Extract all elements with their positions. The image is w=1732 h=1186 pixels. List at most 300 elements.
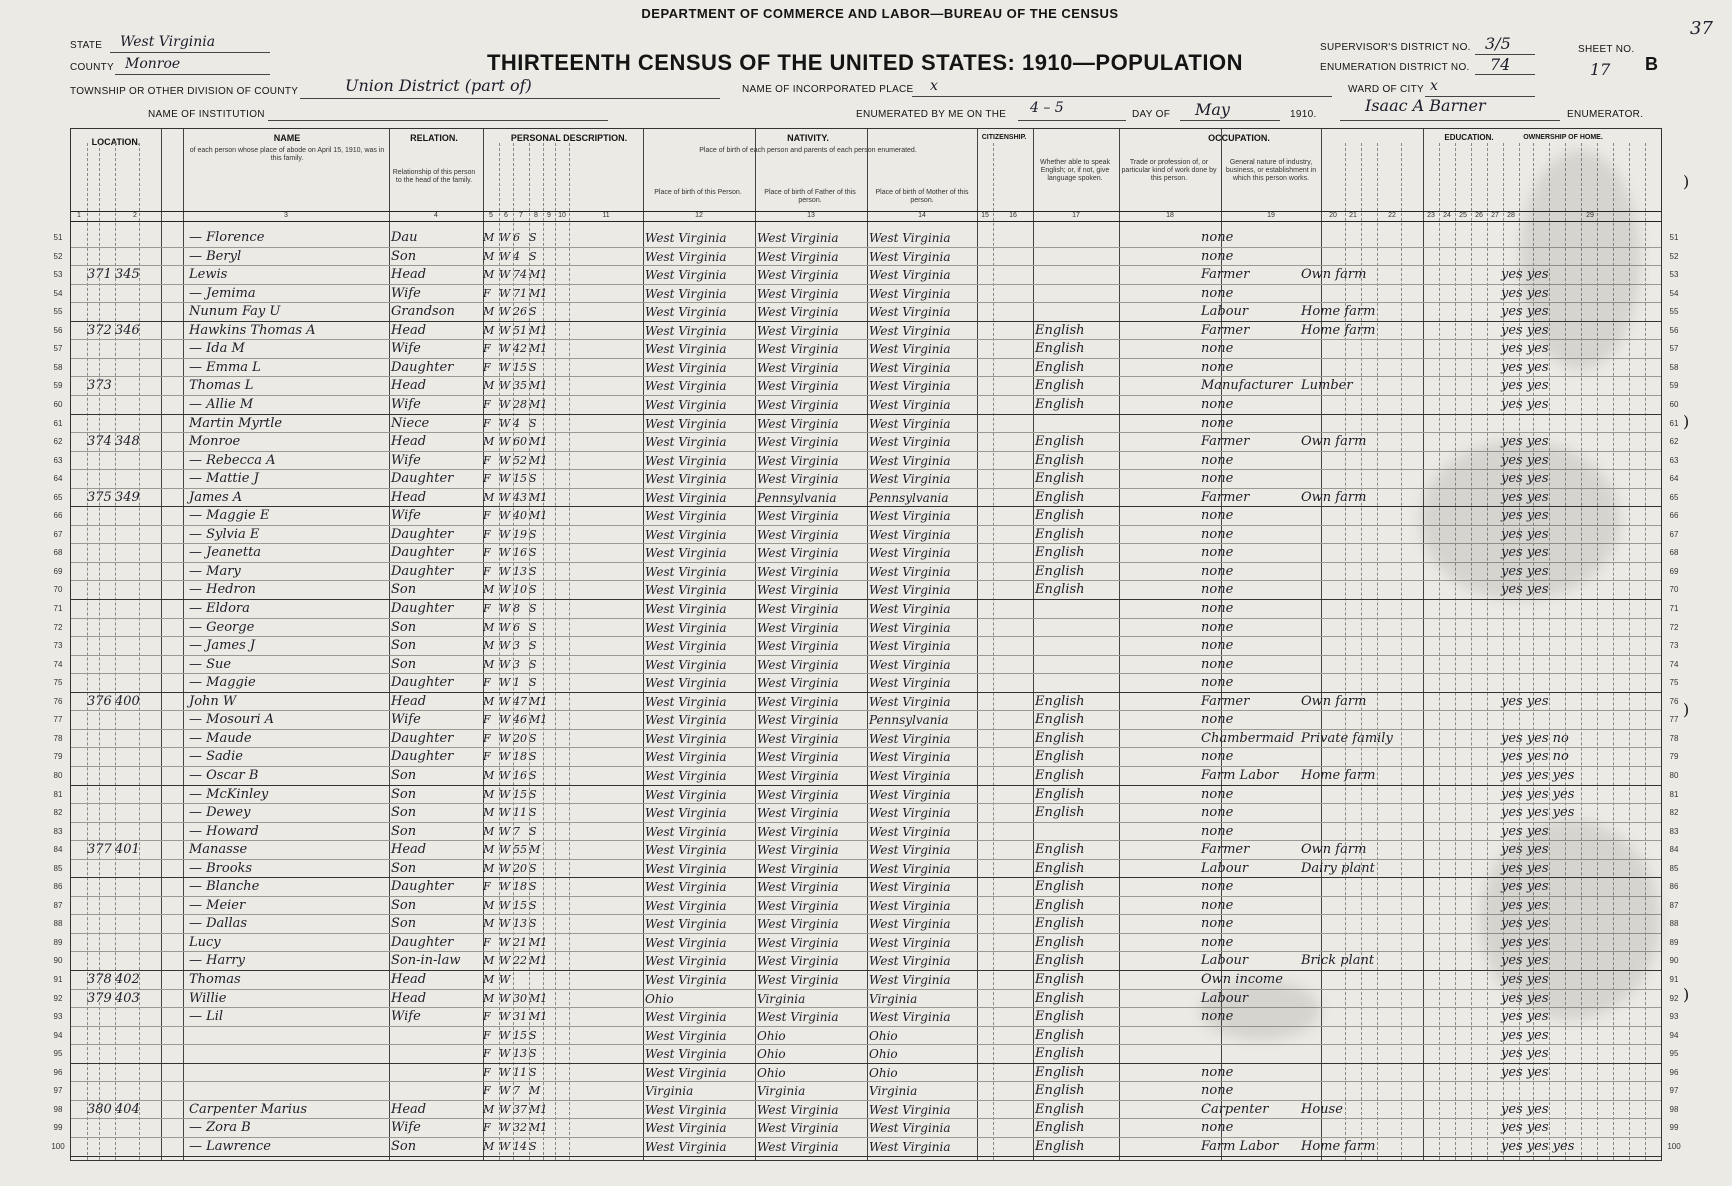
cell-bp: West Virginia xyxy=(645,713,727,728)
column-number: 20 xyxy=(1329,212,1337,219)
personal-header: PERSONAL DESCRIPTION. xyxy=(510,133,628,143)
column-number: 2 xyxy=(133,212,137,219)
cell-sex: F xyxy=(483,676,491,690)
cell-fp: West Virginia xyxy=(757,935,839,950)
cell-rel: Head xyxy=(391,842,427,858)
cell-ms: S xyxy=(529,898,537,912)
cell-rel: Daughter xyxy=(391,749,454,765)
cell-sex: M xyxy=(483,249,495,263)
cell-bp: West Virginia xyxy=(645,249,727,264)
column-number: 16 xyxy=(1009,212,1017,219)
cell-bp: West Virginia xyxy=(645,694,727,709)
cell-ind: Own farm xyxy=(1301,693,1367,709)
cell-age: 8 xyxy=(513,602,520,615)
cell-fp: West Virginia xyxy=(757,602,839,616)
cell-bp: West Virginia xyxy=(645,861,727,876)
cell-bp: West Virginia xyxy=(645,379,727,394)
cell-fp: West Virginia xyxy=(757,1139,839,1154)
cell-mp: West Virginia xyxy=(869,973,951,987)
cell-lang: English xyxy=(1035,860,1085,876)
cell-race: W xyxy=(499,397,511,411)
cell-rel: Wife xyxy=(391,508,421,524)
cell-ms: S xyxy=(529,472,537,486)
cell-sex: M xyxy=(483,843,495,857)
cell-edu: yes yes xyxy=(1501,489,1549,505)
row-number-right: 73 xyxy=(1669,641,1679,651)
cell-race: W xyxy=(499,1102,511,1116)
cell-occ: Farmer xyxy=(1201,267,1250,283)
cell-race: W xyxy=(499,1010,511,1024)
table-row xyxy=(53,470,1679,489)
cell-ms: S xyxy=(529,731,537,745)
cell-sex: M xyxy=(483,323,495,337)
cell-ind: Lumber xyxy=(1301,378,1353,394)
cell-race: W xyxy=(499,694,511,708)
table-row xyxy=(53,563,1679,582)
cell-bp: West Virginia xyxy=(645,1139,727,1154)
column-number: 6 xyxy=(504,212,508,219)
cell-bp: West Virginia xyxy=(645,843,727,858)
cell-mp: West Virginia xyxy=(869,750,951,765)
column-number: 26 xyxy=(1475,212,1483,219)
cell-race: W xyxy=(499,861,511,875)
cell-rel: Daughter xyxy=(391,563,454,579)
cell-mp: West Virginia xyxy=(869,898,951,913)
enumeration-label: ENUMERATION DISTRICT NO. xyxy=(1320,62,1470,73)
cell-mp: West Virginia xyxy=(869,546,951,561)
table-row xyxy=(53,841,1679,860)
sheet-label: SHEET NO. xyxy=(1578,44,1635,55)
cell-sex: F xyxy=(483,509,491,523)
cell-bp: West Virginia xyxy=(645,360,727,375)
cell-ms: S xyxy=(529,546,537,560)
row-number-right: 61 xyxy=(1669,418,1679,428)
cell-race: W xyxy=(499,509,511,523)
cell-dw: 372 xyxy=(87,322,112,338)
cell-sex: M xyxy=(483,917,495,931)
cell-mp: West Virginia xyxy=(869,583,951,598)
row-number: 99 xyxy=(53,1123,63,1133)
cell-mp: West Virginia xyxy=(869,286,951,301)
cell-rel: Wife xyxy=(391,1009,421,1025)
row-number-right: 89 xyxy=(1669,937,1679,947)
cell-fp: West Virginia xyxy=(757,397,839,412)
occupation-header: OCCUPATION. xyxy=(1208,133,1270,143)
cell-name: — Ida M xyxy=(189,341,245,357)
cell-name: — Meier xyxy=(189,897,246,913)
cell-edu: yes yes xyxy=(1501,582,1549,598)
cell-race: W xyxy=(499,750,511,764)
cell-rel: Daughter xyxy=(391,526,454,542)
row-number: 55 xyxy=(53,307,63,317)
cell-fp: West Virginia xyxy=(757,824,839,839)
cell-mp: West Virginia xyxy=(869,509,951,524)
name-subheader: of each person whose place of abode on April 15, 1910, was in this family. xyxy=(189,147,385,162)
cell-bp: West Virginia xyxy=(645,564,727,579)
table-row xyxy=(53,637,1679,656)
cell-fp: West Virginia xyxy=(757,286,839,301)
table-row xyxy=(53,1101,1679,1120)
cell-bp: West Virginia xyxy=(645,880,727,895)
cell-lang: English xyxy=(1035,1009,1085,1025)
cell-sex: F xyxy=(483,880,491,894)
column-number: 3 xyxy=(284,212,288,219)
cell-bp: West Virginia xyxy=(645,731,727,746)
row-number: 72 xyxy=(53,622,63,632)
cell-rel: Son xyxy=(391,805,417,821)
cell-fp: West Virginia xyxy=(757,954,839,969)
cell-sex: F xyxy=(483,342,491,356)
enumerator-label: ENUMERATOR. xyxy=(1567,109,1644,120)
cell-fp: West Virginia xyxy=(757,843,839,858)
cell-fp: West Virginia xyxy=(757,379,839,394)
cell-name: — Brooks xyxy=(189,860,253,876)
cell-sex: M xyxy=(483,768,495,782)
cell-rel: Head xyxy=(391,322,427,338)
cell-sex: F xyxy=(483,1065,491,1079)
cell-occ: Carpenter xyxy=(1201,1101,1269,1117)
cell-lang: English xyxy=(1035,545,1085,561)
cell-mp: West Virginia xyxy=(869,379,951,394)
cell-rel: Son xyxy=(391,786,417,802)
cell-race: W xyxy=(499,639,511,653)
cell-sex: F xyxy=(483,750,491,764)
cell-occ: none xyxy=(1201,916,1234,932)
cell-bp: West Virginia xyxy=(645,1028,727,1043)
cell-mp: Ohio xyxy=(869,1065,898,1080)
cell-occ: none xyxy=(1201,749,1234,765)
table-row xyxy=(53,303,1679,322)
cell-occ: none xyxy=(1201,1064,1234,1080)
cell-rel: Daughter xyxy=(391,359,454,375)
cell-name: — George xyxy=(189,619,255,635)
cell-occ: Chambermaid xyxy=(1201,730,1295,746)
cell-bp: West Virginia xyxy=(645,620,727,635)
table-row xyxy=(53,915,1679,934)
cell-occ: none xyxy=(1201,897,1234,913)
table-row xyxy=(53,340,1679,359)
row-number-right: 55 xyxy=(1669,307,1679,317)
cell-occ: none xyxy=(1201,1083,1234,1099)
trade-header: Trade or profession of, or particular kind of work done by this person. xyxy=(1121,159,1217,182)
supervisor-value: 3/5 xyxy=(1485,34,1511,53)
cell-rel: Grandson xyxy=(391,304,455,320)
cell-ind: Dairy plant xyxy=(1301,860,1375,876)
cell-sex: F xyxy=(483,1010,491,1024)
row-number: 52 xyxy=(53,251,63,261)
row-number: 88 xyxy=(53,919,63,929)
cell-race: W xyxy=(499,527,511,541)
cell-sex: F xyxy=(483,1047,491,1061)
cell-race: W xyxy=(499,676,511,690)
township-label: TOWNSHIP OR OTHER DIVISION OF COUNTY xyxy=(70,86,299,97)
cell-rel: Wife xyxy=(391,712,421,728)
row-number: 77 xyxy=(53,715,63,725)
row-number-right: 58 xyxy=(1669,362,1679,372)
cell-edu: yes yes yes xyxy=(1501,767,1575,783)
cell-edu: yes yes xyxy=(1501,434,1549,450)
row-number-right: 96 xyxy=(1669,1067,1679,1077)
ward-value: x xyxy=(1430,78,1438,94)
row-number: 84 xyxy=(53,845,63,855)
cell-age: 55 xyxy=(513,843,527,857)
cell-edu: yes yes xyxy=(1501,1101,1549,1117)
cell-occ: none xyxy=(1201,230,1234,245)
table-row xyxy=(53,804,1679,823)
column-number: 5 xyxy=(489,212,493,219)
row-number: 68 xyxy=(53,548,63,558)
cell-mp: West Virginia xyxy=(869,268,951,283)
cell-name: — Mary xyxy=(189,563,241,579)
row-number: 79 xyxy=(53,752,63,762)
cell-fp: West Virginia xyxy=(757,360,839,375)
cell-race: W xyxy=(499,954,511,968)
cell-name: — Beryl xyxy=(189,248,242,264)
cell-occ: Farmer xyxy=(1201,434,1250,450)
cell-mp: West Virginia xyxy=(869,657,951,672)
row-number-right: 53 xyxy=(1669,270,1679,280)
cell-age: 13 xyxy=(513,564,527,578)
cell-age: 35 xyxy=(513,379,527,393)
enumerated-day: 4 – 5 xyxy=(1030,100,1064,116)
cell-edu: yes yes xyxy=(1501,990,1549,1006)
row-number-right: 72 xyxy=(1669,622,1679,632)
row-number: 90 xyxy=(53,956,63,966)
cell-occ: none xyxy=(1201,359,1234,375)
cell-ms: M1 xyxy=(529,379,548,393)
table-row xyxy=(53,248,1679,267)
cell-occ: none xyxy=(1201,823,1234,839)
cell-dw: 379 xyxy=(87,990,112,1006)
row-number-right: 76 xyxy=(1669,696,1679,706)
cell-mp: West Virginia xyxy=(869,806,951,821)
county-value: Monroe xyxy=(125,56,181,72)
cell-bp: West Virginia xyxy=(645,657,727,672)
cell-name: Monroe xyxy=(189,434,241,450)
table-row xyxy=(53,860,1679,879)
education-header: EDUCATION. xyxy=(1444,133,1494,142)
cell-name: — Emma L xyxy=(189,359,261,375)
cell-lang: English xyxy=(1035,786,1085,802)
cell-name: — Florence xyxy=(189,230,265,245)
cell-occ: none xyxy=(1201,934,1234,950)
column-number: 10 xyxy=(558,212,566,219)
cell-age: 30 xyxy=(513,991,527,1005)
column-number: 23 xyxy=(1427,212,1435,219)
cell-race: W xyxy=(499,657,511,671)
cell-edu: yes yes no xyxy=(1501,730,1569,746)
cell-age: 32 xyxy=(513,1121,527,1135)
row-number-right: 57 xyxy=(1669,344,1679,354)
cell-race: W xyxy=(499,416,511,430)
cell-bp: West Virginia xyxy=(645,768,727,783)
cell-fp: West Virginia xyxy=(757,861,839,876)
cell-fp: West Virginia xyxy=(757,342,839,357)
cell-race: W xyxy=(499,546,511,560)
cell-name: — Sylvia E xyxy=(189,526,260,542)
row-number: 74 xyxy=(53,659,63,669)
cell-occ: Farmer xyxy=(1201,322,1250,338)
cell-race: W xyxy=(499,880,511,894)
row-number: 81 xyxy=(53,789,63,799)
ownership-header: OWNERSHIP OF HOME. xyxy=(1523,134,1603,141)
cell-sex: M xyxy=(483,694,495,708)
cell-bp: West Virginia xyxy=(645,435,727,450)
cell-ms: S xyxy=(529,564,537,578)
cell-fp: West Virginia xyxy=(757,731,839,746)
cell-edu: yes yes xyxy=(1501,842,1549,858)
row-number: 57 xyxy=(53,344,63,354)
cell-race: W xyxy=(499,843,511,857)
cell-rel: Daughter xyxy=(391,471,454,487)
cell-sex: F xyxy=(483,546,491,560)
cell-race: W xyxy=(499,231,511,244)
cell-occ: none xyxy=(1201,396,1234,412)
cell-sex: F xyxy=(483,360,491,374)
column-number: 28 xyxy=(1507,212,1515,219)
table-row xyxy=(53,897,1679,916)
cell-fp: Ohio xyxy=(757,1028,786,1043)
cell-mp: West Virginia xyxy=(869,305,951,320)
department-heading: DEPARTMENT OF COMMERCE AND LABOR—BUREAU OF THE CENSUS xyxy=(641,6,1119,21)
cell-sex: M xyxy=(483,1139,495,1153)
row-number: 85 xyxy=(53,863,63,873)
cell-mp: Pennsylvania xyxy=(869,490,949,505)
cell-fp: West Virginia xyxy=(757,509,839,524)
cell-occ: none xyxy=(1201,1120,1234,1136)
birth-father-header: Place of birth of Father of this person. xyxy=(764,189,856,204)
cell-bp: Virginia xyxy=(645,1084,694,1099)
cell-lang: English xyxy=(1035,322,1085,338)
cell-race: W xyxy=(499,917,511,931)
cell-edu: yes yes xyxy=(1501,471,1549,487)
row-number-right: 67 xyxy=(1669,529,1679,539)
cell-name: — Zora B xyxy=(189,1120,251,1136)
cell-bp: West Virginia xyxy=(645,342,727,357)
column-number: 22 xyxy=(1388,212,1396,219)
cell-lang: English xyxy=(1035,508,1085,524)
cell-fp: West Virginia xyxy=(757,527,839,542)
cell-rel: Son xyxy=(391,656,417,672)
cell-lang: English xyxy=(1035,1064,1085,1080)
cell-age: 60 xyxy=(513,435,527,449)
birth-mother-header: Place of birth of Mother of this person. xyxy=(875,189,969,204)
cell-edu: yes yes xyxy=(1501,359,1549,375)
cell-name: — Dallas xyxy=(189,916,248,932)
cell-lang: English xyxy=(1035,1083,1085,1099)
table-row xyxy=(53,619,1679,638)
row-number: 73 xyxy=(53,641,63,651)
cell-ms: S xyxy=(529,824,537,838)
cell-lang: English xyxy=(1035,582,1085,598)
cell-mp: West Virginia xyxy=(869,1121,951,1136)
cell-mp: West Virginia xyxy=(869,323,951,338)
sheet-value: 17 xyxy=(1590,60,1611,79)
column-number: 24 xyxy=(1443,212,1451,219)
cell-mp: West Virginia xyxy=(869,416,951,431)
cell-rel: Son xyxy=(391,767,417,783)
cell-edu: yes yes yes xyxy=(1501,1138,1575,1154)
cell-lang: English xyxy=(1035,452,1085,468)
cell-mp: West Virginia xyxy=(869,824,951,839)
table-row xyxy=(53,1045,1679,1064)
cell-rel: Son xyxy=(391,638,417,654)
cell-occ: none xyxy=(1201,879,1234,895)
table-row xyxy=(53,767,1679,786)
cell-fam: 404 xyxy=(115,1101,140,1117)
cell-name: — Howard xyxy=(189,823,259,839)
row-number-right: 92 xyxy=(1669,993,1679,1003)
cell-race: W xyxy=(499,602,511,615)
cell-dw: 374 xyxy=(87,434,112,450)
cell-fp: West Virginia xyxy=(757,973,839,987)
row-number-right: 88 xyxy=(1669,919,1679,929)
cell-sex: M xyxy=(483,268,495,282)
cell-bp: West Virginia xyxy=(645,676,727,691)
cell-age: 37 xyxy=(513,1102,527,1116)
cell-mp: West Virginia xyxy=(869,731,951,746)
enumerator-signature: Isaac A Barner xyxy=(1365,96,1486,115)
cell-fp: West Virginia xyxy=(757,657,839,672)
cell-mp: West Virginia xyxy=(869,602,951,616)
cell-edu: yes yes xyxy=(1501,285,1549,301)
cell-bp: West Virginia xyxy=(645,472,727,487)
row-number-right: 86 xyxy=(1669,882,1679,892)
cell-race: W xyxy=(499,379,511,393)
cell-edu: yes yes xyxy=(1501,1120,1549,1136)
cell-ms: S xyxy=(529,305,537,319)
cell-occ: Farm Labor xyxy=(1201,767,1279,783)
cell-rel: Niece xyxy=(391,415,430,431)
birth-person-header: Place of birth of this Person. xyxy=(654,189,742,196)
cell-race: W xyxy=(499,268,511,282)
row-number: 65 xyxy=(53,492,63,502)
cell-ms: M1 xyxy=(529,1121,548,1135)
cell-edu: yes yes no xyxy=(1501,749,1569,765)
cell-fp: West Virginia xyxy=(757,768,839,783)
cell-rel: Head xyxy=(391,990,427,1006)
cell-lang: English xyxy=(1035,767,1085,783)
enumeration-value: 74 xyxy=(1490,55,1511,74)
cell-age: 18 xyxy=(513,750,527,764)
table-row xyxy=(53,1008,1679,1027)
cell-bp: West Virginia xyxy=(645,806,727,821)
cell-fam: 403 xyxy=(115,990,140,1006)
cell-ms: M1 xyxy=(529,435,548,449)
cell-race: W xyxy=(499,898,511,912)
institution-label: NAME OF INSTITUTION xyxy=(148,109,265,120)
row-number: 98 xyxy=(53,1104,63,1114)
row-number-right: 51 xyxy=(1669,233,1679,242)
cell-lang: English xyxy=(1035,990,1085,1006)
row-number: 78 xyxy=(53,733,63,743)
margin-mark-icon: ) xyxy=(1683,412,1690,431)
relation-header: RELATION. xyxy=(410,133,458,143)
cell-rel: Head xyxy=(391,972,427,987)
cell-mp: West Virginia xyxy=(869,861,951,876)
cell-bp: West Virginia xyxy=(645,1010,727,1025)
cell-age: 51 xyxy=(513,323,527,337)
cell-race: W xyxy=(499,824,511,838)
cell-sex: M xyxy=(483,861,495,875)
cell-fp: West Virginia xyxy=(757,880,839,895)
state-value: West Virginia xyxy=(120,34,216,50)
cell-rel: Son xyxy=(391,619,417,635)
cell-age: 11 xyxy=(513,806,527,820)
table-row xyxy=(53,452,1679,471)
row-number-right: 100 xyxy=(1667,1141,1681,1151)
cell-race: W xyxy=(499,1139,511,1153)
